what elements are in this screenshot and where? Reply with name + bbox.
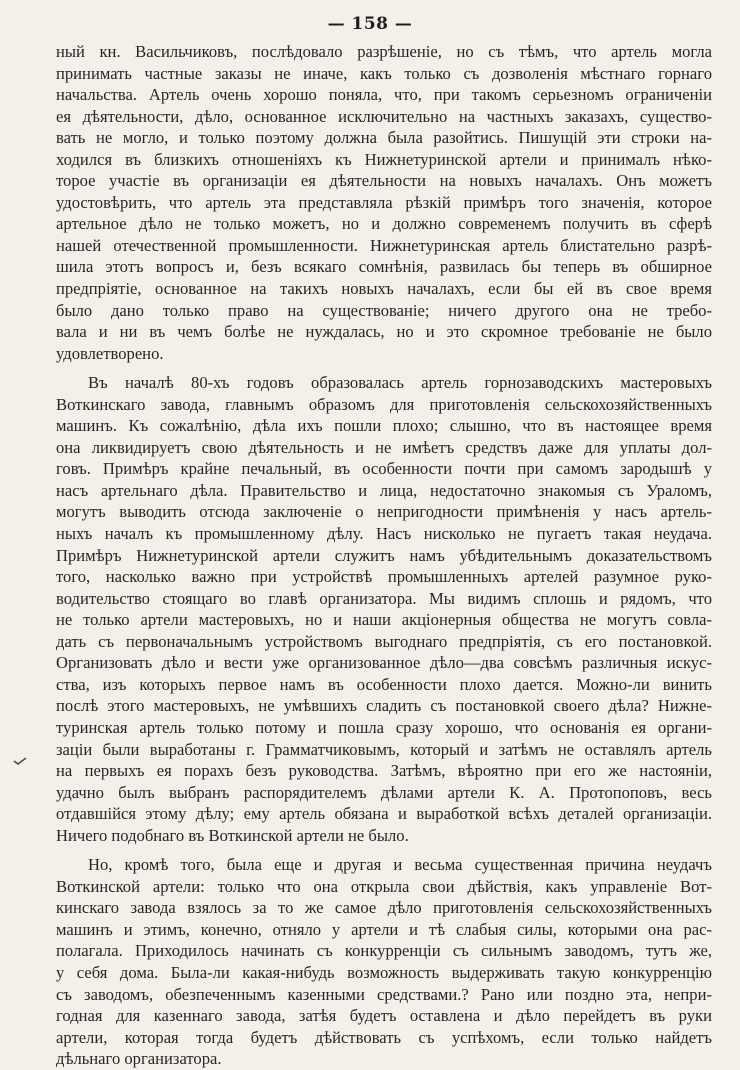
text-line: удовлетворено. xyxy=(56,343,164,363)
text-line: нашей отечественной промышленности. Нижнетуринская артель блистательно разрѣ- xyxy=(56,235,712,255)
text-line: торое участіе въ организаціи ея дѣятельности на новыхъ началахъ. Онъ можетъ xyxy=(56,171,712,191)
text-line: удостовѣрить, что артель эта представляла рѣзкій примѣръ того значенія, которое xyxy=(56,192,712,212)
paragraph-p1 xyxy=(56,41,712,364)
text-line: насъ артельнаго дѣла. Правительство и лица, недостаточно знакомыя съ Ураломъ, xyxy=(56,480,712,500)
margin-check-mark xyxy=(13,757,27,765)
text-line: у себя дома. Была-ли какая-нибудь возможность выдерживать такую конкурренцію xyxy=(56,962,712,982)
text-line: шила этотъ вопросъ и, безъ всякаго сомнѣнія, развилась бы теперь въ обширное xyxy=(56,257,712,277)
text-line: съ заводомъ, обезпеченнымъ казенными средствами.? Рано или поздно эта, непри- xyxy=(56,984,712,1004)
text-line: машинъ. Къ сожалѣнію, дѣла ихъ пошли плохо; слышно, что въ настоящее время xyxy=(56,416,712,436)
text-line: ходился въ близкихъ отношеніяхъ къ Нижнетуринской артели и принималъ нѣко- xyxy=(56,149,712,169)
text-line: она ликвидируетъ свою дѣятельность и не имѣетъ средствъ даже для уплаты дол- xyxy=(56,437,712,457)
text-line: принимать частные заказы не иначе, какъ только съ дозволенія мѣстнаго горнаго xyxy=(56,63,712,83)
text-line: было дано только право на существованіе; ничего другого она не требо- xyxy=(56,300,712,320)
text-line: кинскаго завода взялось за то же самое дѣло приготовленія сельскохозяйственныхъ xyxy=(56,898,712,918)
text-line: ныхъ началъ къ промышленному дѣлу. Насъ нисколько не пугаетъ такая неудача. xyxy=(56,524,712,544)
text-line: Ничего подобнаго въ Воткинской артели не было. xyxy=(56,825,409,845)
paragraph-gap xyxy=(56,846,712,854)
text-line: на первыхъ ея порахъ безъ руководства. Затѣмъ, вѣроятно при его же настояніи, xyxy=(56,761,712,781)
text-line: отдавшійся этому дѣлу; ему артель обязана и выработкой всѣхъ деталей организаціи. xyxy=(56,804,712,824)
text-line: того, насколько важно при устройствѣ промышленныхъ артелей разумное руко- xyxy=(56,567,712,587)
text-line: говъ. Примѣръ крайне печальный, въ особенности почти при самомъ зародышѣ у xyxy=(56,459,712,479)
text-line: туринская артель только потому и пошла сразу хорошо, что основанія ея органи- xyxy=(56,717,712,737)
text-line: Организовать дѣло и вести уже организованное дѣло—два совсѣмъ различныя искус- xyxy=(56,653,712,673)
text-line: предпріятіе, основанное на такихъ новыхъ началахъ, если бы ей въ свое время xyxy=(56,279,712,299)
text-line: вать не могло, и только поэтому должна была разойтись. Пишущій эти строки на- xyxy=(56,128,712,148)
text-line: дѣльнаго организатора. xyxy=(56,1049,222,1069)
text-line: годная для казеннаго завода, затѣя будетъ оставлена и дѣло перейдетъ въ руки xyxy=(56,1006,712,1026)
text-line: Воткинской артели: только что она открыла свои дѣйствія, какъ управленіе Вот- xyxy=(56,876,712,896)
text-line: дать съ первоначальнымъ устройствомъ выгоднаго предпріятія, съ его постановкой. xyxy=(56,631,712,651)
text-line: водительство стоящаго во главѣ организатора. Мы видимъ сплошь и рядомъ, что xyxy=(56,588,712,608)
text-line: заціи были выработаны г. Грамматчиковымъ, который и затѣмъ не оставлялъ артель xyxy=(56,739,712,759)
text-line: артельное дѣло не только можетъ, но и должно современемъ получить въ сферѣ xyxy=(56,214,712,234)
text-line: Въ началѣ 80-хъ годовъ образовалась артель горнозаводскихъ мастеровыхъ xyxy=(88,373,712,393)
text-line: машинъ и этимъ, конечно, отняло у артели и тѣ слабыя силы, которыми она рас- xyxy=(56,919,712,939)
text-line: удачно былъ выбранъ распорядителемъ дѣлами артели К. А. Протопоповъ, весь xyxy=(56,782,712,802)
paragraph-p2 xyxy=(56,372,712,846)
text-line: ства, изъ которыхъ первое намъ въ особенности плохо дается. Можно-ли винить xyxy=(56,674,712,694)
text-line: ный кн. Васильчиковъ, послѣдовало разрѣшеніе, но съ тѣмъ, что артель могла xyxy=(56,42,712,61)
paragraph-gap xyxy=(56,364,712,372)
text-line: артели, которая тогда будетъ дѣйствовать съ успѣхомъ, если только найдетъ xyxy=(56,1027,712,1047)
text-line: Примѣръ Нижнетуринской артели служитъ намъ убѣдительнымъ доказательствомъ xyxy=(56,545,712,565)
text-line: Но, кромѣ того, была еще и другая и весьма существенная причина неудачъ xyxy=(88,855,712,875)
body-text xyxy=(56,41,712,1070)
text-line: вала и ни въ чемъ болѣе не нуждалась, но и это скромное требованіе не было xyxy=(56,322,712,342)
text-line: Воткинскаго завода, главнымъ образомъ для приготовленія сельскохозяйственныхъ xyxy=(56,394,712,414)
text-line: начальства. Артель очень хорошо поняла, что, при такомъ серьезномъ ограниченіи xyxy=(56,85,712,105)
text-line: послѣ этого мастеровыхъ, не умѣвшихъ сладить съ постановкой своего дѣла? Нижне- xyxy=(56,696,712,716)
text-line: ея дѣятельности, дѣло, основанное исключительно на частныхъ заказахъ, существо- xyxy=(56,106,712,126)
page-number: — 158 — xyxy=(327,14,413,34)
text-line: не только артели мастеровыхъ, но и наши акціонерныя общества не могутъ совла- xyxy=(56,610,712,630)
paragraph-p3 xyxy=(56,854,712,1069)
text-line: полагала. Приходилось начинать съ конкурренціи съ сильнымъ заводомъ, тутъ же, xyxy=(56,941,712,961)
text-line: могутъ выводить отсюда заключеніе о непригодности примѣненія у насъ артель- xyxy=(56,502,712,522)
